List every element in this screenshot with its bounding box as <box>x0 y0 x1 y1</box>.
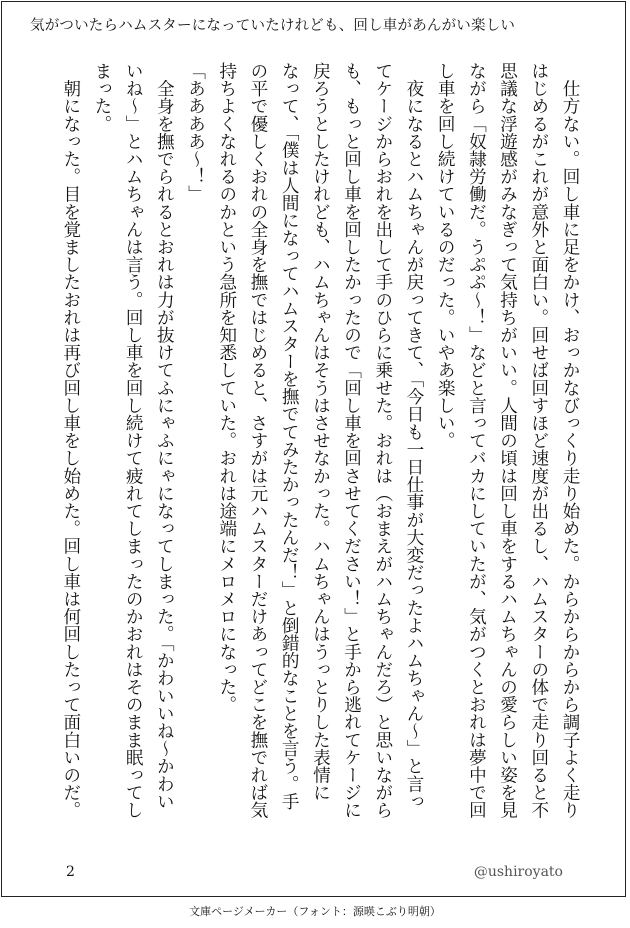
page-number: 2 <box>66 864 75 880</box>
text-line: はじめるがこれが意外と面白い。回せば回すほど速度が出るし、ハムスターの体で走り回ると不 <box>528 62 549 819</box>
vertical-text-body <box>55 62 585 842</box>
text-line: 全身を撫でられるとおれは力が抜けてふにゃふにゃになってしまった。「かわいいね～かわい <box>154 62 175 810</box>
text-line: 「ああああ～！」 <box>185 62 206 203</box>
text-line: 朝になった。目を覚ましたおれは再び回し車をし始めた。回し車は何回したって面白いのだ。 <box>60 62 81 819</box>
text-line: も、もっと回し車を回したかったので「回し車を回させてください！」と手から逃れてケージに <box>341 62 362 819</box>
text-line: まった。 <box>91 62 112 133</box>
book-page <box>1 1 626 897</box>
text-line: 思議な浮遊感がみなぎって気持ちがいい。人間の頃は回し車をするハムちゃんの愛らしい姿を見 <box>497 62 518 819</box>
text-line: 仕方ない。回し車に足をかけ、おっかなびっくり走り始めた。からからからから調子よく走り <box>560 62 580 819</box>
text-line: いね～」とハムちゃんは言う。回し車を回し続けて疲れてしまったのかおれはそのまま眠ってし <box>123 62 144 819</box>
story-title: 気がついたらハムスターになっていたけれども、回し車があんがい楽しい <box>30 18 516 34</box>
text-line: てケージからおれを出して手のひらに乗せた。おれは（おまえがハムちゃんだろ）と思いながら <box>372 62 393 819</box>
text-line: なって、「僕は人間になってハムスターを撫でてみたかったんだ！」と倒錯的なことを言う。手 <box>279 62 300 810</box>
text-line: の平で優しくおれの全身を撫ではじめると、さすがは元ハムスターだけあってどこを撫でれば気 <box>247 62 268 819</box>
author-handle: @ushiroyato <box>473 864 563 880</box>
text-line: 持ちよくなれるのかという急所を知悉していた。おれは途端にメロメロになった。 <box>216 62 237 714</box>
generator-caption: 文庫ページメーカー（フォント：源暎こぶり明朝） <box>189 905 441 918</box>
text-line: 夜になるとハムちゃんが戻ってきて、「今日も一日仕事が大変だったよハムちゃん～」と言っ <box>403 62 424 810</box>
text-line: し車を回し続けているのだった。いやあ楽しい。 <box>435 62 456 450</box>
text-line: ながら「奴隷労働だ。うぷぷ～！」などと言ってバカにしていたが、気がつくとおれは夢中で回 <box>466 62 487 819</box>
text-line: 戻ろうとしたけれども、ハムちゃんはそうはさせなかった。ハムちゃんはうっとりした表情に <box>310 62 331 802</box>
